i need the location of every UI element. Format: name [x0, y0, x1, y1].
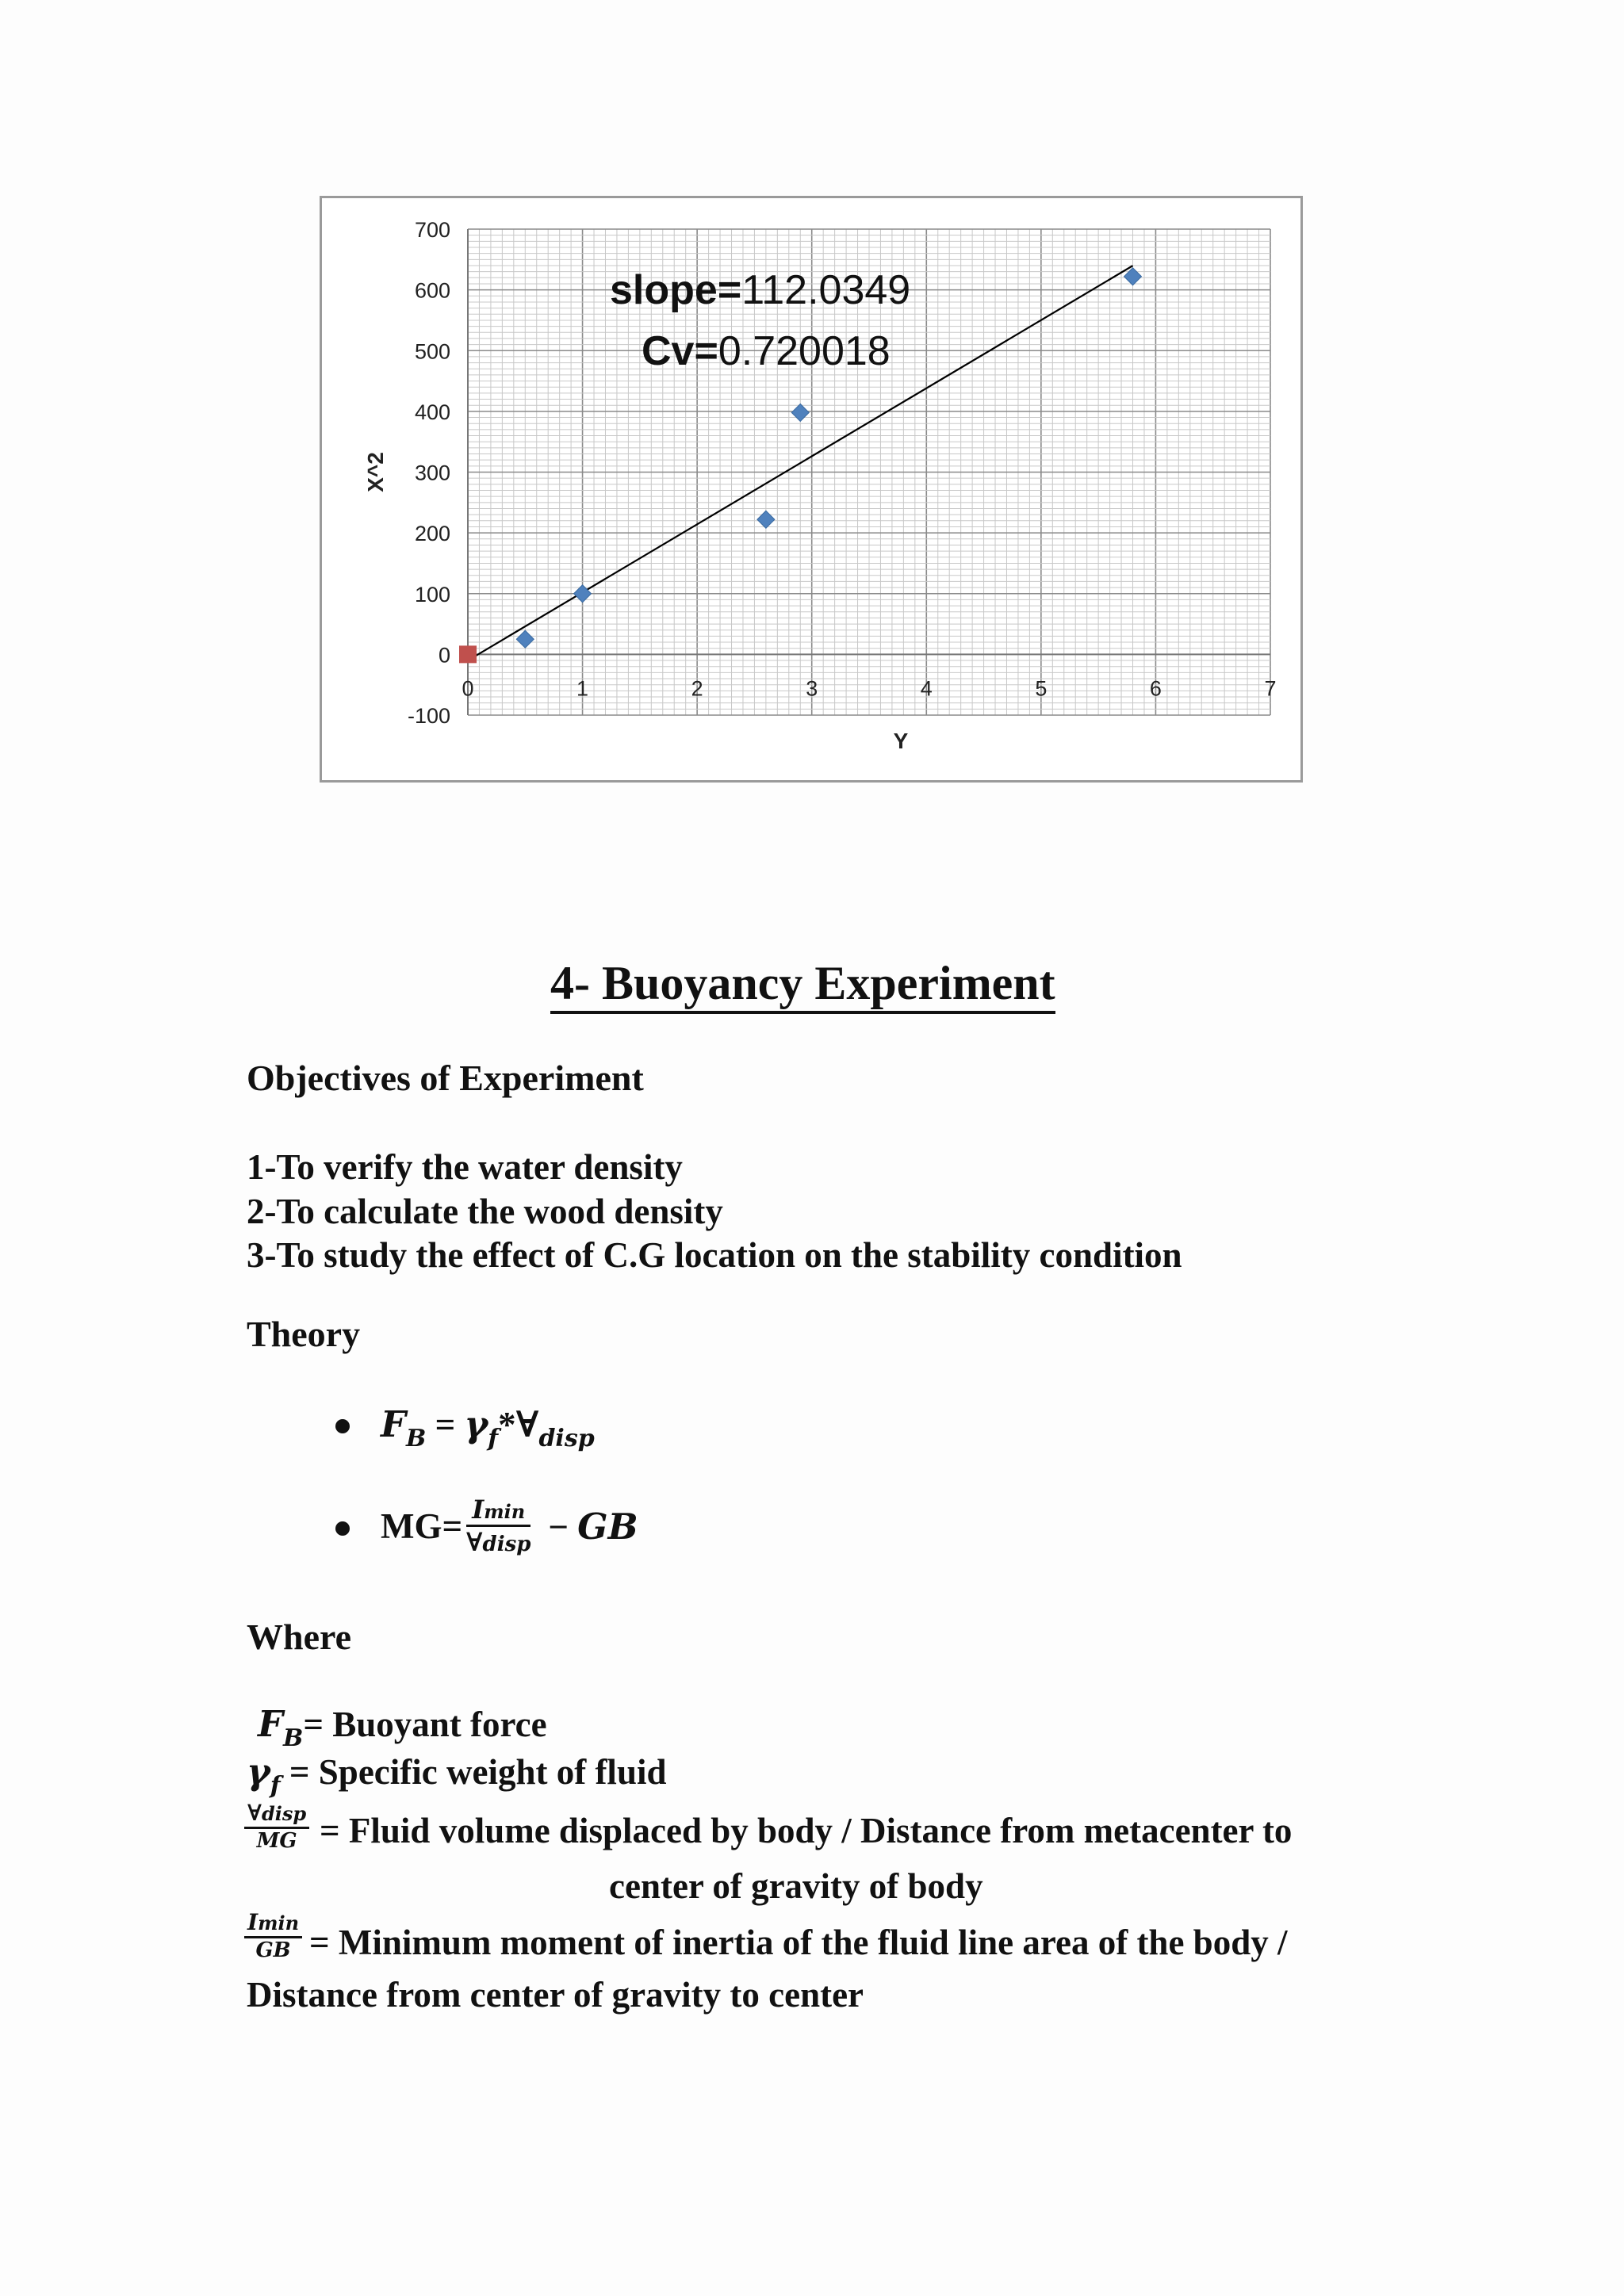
- frac-num-min: min: [484, 1500, 526, 1523]
- frac-den-GB: GB: [255, 1938, 291, 1962]
- slope-annotation: slope=112.0349: [610, 267, 911, 313]
- y-tick-label: 400: [414, 400, 450, 424]
- definition-displaced-volume: = Fluid volume displaced by body / Distance from metacenter to: [320, 1811, 1293, 1850]
- data-point: [459, 645, 477, 663]
- def-symbol-F: F: [258, 1703, 283, 1745]
- eq-symbol-gamma: γ: [464, 1403, 488, 1445]
- x-tick-label: 1: [576, 676, 589, 701]
- def-text: = Buoyant force: [303, 1705, 547, 1744]
- frac-num-I: I: [472, 1494, 485, 1525]
- y-tick-label: -100: [407, 704, 450, 728]
- y-tick-label: 700: [414, 218, 450, 242]
- scatter-chart: [322, 198, 1300, 780]
- definition-buoyant-force: [258, 1703, 547, 1752]
- definition-displaced-volume-cont: center of gravity of body: [609, 1866, 983, 1906]
- eq-sub-f: f: [488, 1425, 499, 1452]
- eq-symbol-GB: GB: [577, 1506, 638, 1548]
- where-heading: Where: [247, 1617, 352, 1657]
- bullet-icon: [335, 1521, 350, 1536]
- objective-item-3: 3-To study the effect of C.G location on the stability condition: [247, 1235, 1182, 1275]
- eq-sub-disp: disp: [538, 1425, 595, 1452]
- frac-num-min: min: [258, 1911, 300, 1934]
- frac-num-I: I: [247, 1909, 259, 1935]
- data-point: [791, 404, 809, 421]
- eq-equals: =: [426, 1405, 465, 1445]
- definition-moment-inertia: = Minimum moment of inertia of the fluid line area of the body /: [309, 1923, 1288, 1962]
- equation-mg-rhs: [539, 1506, 638, 1548]
- data-point: [516, 630, 534, 648]
- objective-item-1: 1-To verify the water density: [247, 1147, 683, 1187]
- frac-den-forall: ∀: [466, 1528, 483, 1556]
- x-tick-label: 7: [1264, 676, 1277, 701]
- definition-specific-weight: [247, 1751, 667, 1800]
- def-sub-B: B: [282, 1724, 304, 1752]
- bullet-icon: [335, 1419, 350, 1433]
- cv-annotation: Cv=0.720018: [642, 328, 891, 374]
- def-text: = Specific weight of fluid: [280, 1752, 667, 1792]
- y-tick-label: 600: [414, 278, 450, 303]
- x-tick-label: 5: [1035, 676, 1048, 701]
- x-tick-label: 6: [1149, 676, 1162, 701]
- def-symbol-gamma: γ: [247, 1751, 270, 1793]
- y-tick-label: 500: [414, 339, 450, 364]
- theory-heading: Theory: [247, 1314, 361, 1354]
- y-tick-label: 200: [414, 522, 450, 546]
- chart-frame: [320, 196, 1303, 783]
- x-tick-label: 3: [806, 676, 818, 701]
- eq-minus: −: [539, 1507, 578, 1547]
- eq-forall: ∀: [515, 1405, 539, 1445]
- y-axis-title: X^2: [363, 452, 388, 492]
- def-sub-f: f: [270, 1772, 281, 1800]
- frac-num-forall: ∀: [247, 1801, 262, 1826]
- data-point: [1124, 268, 1142, 285]
- x-tick-label: 2: [691, 676, 703, 701]
- definition-moment-inertia-cont: Distance from center of gravity to center: [247, 1975, 864, 2015]
- eq-sub-B: B: [405, 1425, 427, 1452]
- equation-mg-lhs: MG=: [381, 1506, 463, 1546]
- y-tick-label: 300: [414, 461, 450, 485]
- frac-den-MG: MG: [256, 1829, 297, 1853]
- frac-den-disp: disp: [482, 1533, 531, 1556]
- eq-symbol-F: F: [381, 1403, 406, 1445]
- equation-buoyant-force: [381, 1403, 595, 1452]
- x-axis-title: Y: [893, 729, 909, 753]
- eq-star: *: [498, 1405, 516, 1445]
- objective-item-2: 2-To calculate the wood density: [247, 1192, 723, 1231]
- equation-mg-fraction: [466, 1494, 530, 1557]
- y-tick-label: 0: [438, 643, 450, 668]
- frac-num-disp: disp: [261, 1802, 307, 1825]
- objectives-heading: Objectives of Experiment: [247, 1058, 644, 1098]
- x-tick-label: 4: [920, 676, 933, 701]
- definition-fraction-imin-gb: [244, 1909, 302, 1962]
- section-title: 4- Buoyancy Experiment: [550, 955, 1055, 1014]
- definition-fraction-disp-mg: [244, 1800, 309, 1853]
- x-tick-label: 0: [462, 676, 474, 701]
- y-tick-label: 100: [414, 582, 450, 607]
- data-point: [757, 511, 775, 528]
